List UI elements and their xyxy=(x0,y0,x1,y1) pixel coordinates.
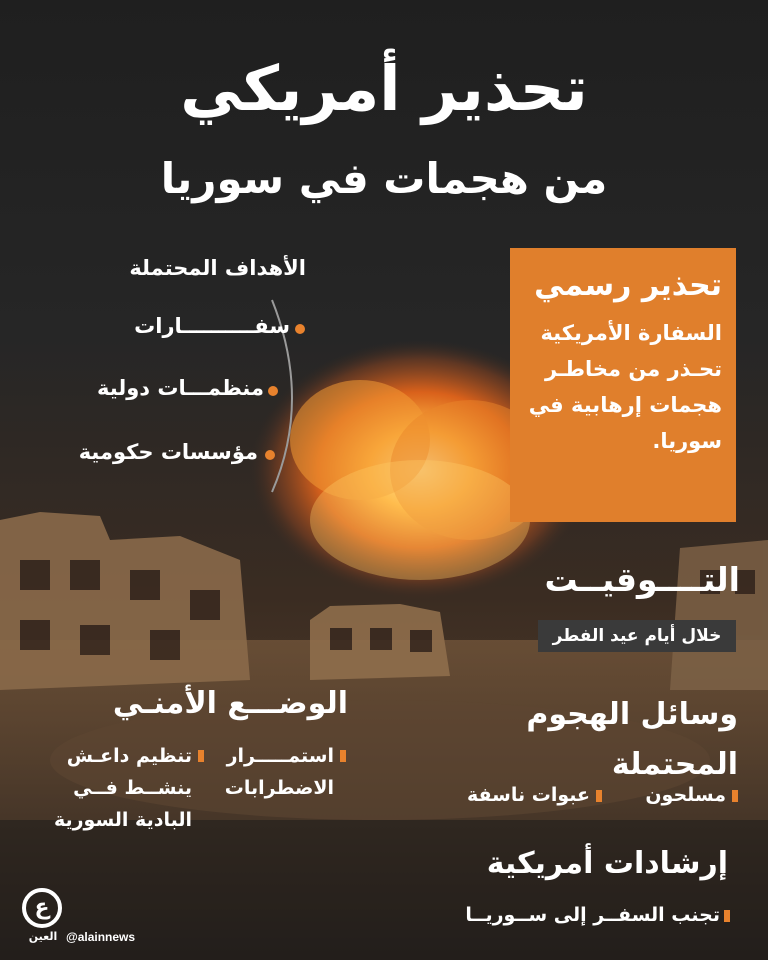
security-column-left xyxy=(30,740,192,836)
target-item: منظمـــات دولية xyxy=(97,376,264,400)
attack-means-heading xyxy=(470,690,738,790)
bullet-dot-icon xyxy=(268,386,278,396)
attack-means-heading-line: وسائل الهجوم xyxy=(526,697,738,732)
targets-heading: الأهداف المحتملة xyxy=(129,256,306,280)
security-line: ينشــط فــي xyxy=(73,777,192,799)
bullet-square-icon xyxy=(198,750,204,762)
security-line: البادية السورية xyxy=(53,809,192,831)
attack-means-heading-line: المحتملة xyxy=(611,747,738,782)
ruined-building-center xyxy=(310,604,450,680)
target-item: سفــــــــــارات xyxy=(134,314,290,338)
alain-logo-icon: ع xyxy=(22,888,62,928)
security-heading: الوضـــع الأمنـي xyxy=(112,686,348,721)
bullet-square-icon xyxy=(340,750,346,762)
official-warning-line: السفارة الأمريكية xyxy=(540,321,722,345)
bullet-dot-icon xyxy=(295,324,305,334)
timing-value: خلال أيام عيد الفطر xyxy=(538,620,736,652)
timing-title: التــــوقيــت xyxy=(544,560,740,599)
attack-means-item: مسلحون xyxy=(645,784,726,806)
security-line: الاضطرابات xyxy=(224,777,334,799)
ruined-building-left xyxy=(0,512,250,690)
official-warning-box xyxy=(510,248,736,522)
brand-name: العين xyxy=(28,930,58,943)
official-warning-line: سوريا. xyxy=(652,429,722,453)
attack-means-item: عبوات ناسفة xyxy=(466,784,590,806)
page-subtitle: من هجمات في سوريا xyxy=(160,154,608,203)
target-item: مؤسسات حكومية xyxy=(78,440,258,464)
page-title: تحذير أمريكي xyxy=(180,52,588,125)
official-warning-line: تحـذر من مخاطـر xyxy=(545,357,722,381)
bullet-square-icon xyxy=(724,910,730,922)
social-handle: @alainnews xyxy=(66,930,136,944)
bullet-dot-icon xyxy=(265,450,275,460)
bullet-square-icon xyxy=(732,790,738,802)
official-warning-title: تحذير رسمي xyxy=(534,268,722,303)
bullet-square-icon xyxy=(596,790,602,802)
security-line: استمـــــرار xyxy=(226,745,334,767)
official-warning-line: هجمات إرهابية في xyxy=(528,393,722,417)
guidance-heading: إرشادات أمريكية xyxy=(486,846,728,881)
security-line: تنظيم داعـش xyxy=(66,745,192,767)
security-column-right xyxy=(200,740,334,804)
guidance-item: تجنب السفــر إلى ســوريــا xyxy=(465,904,720,926)
